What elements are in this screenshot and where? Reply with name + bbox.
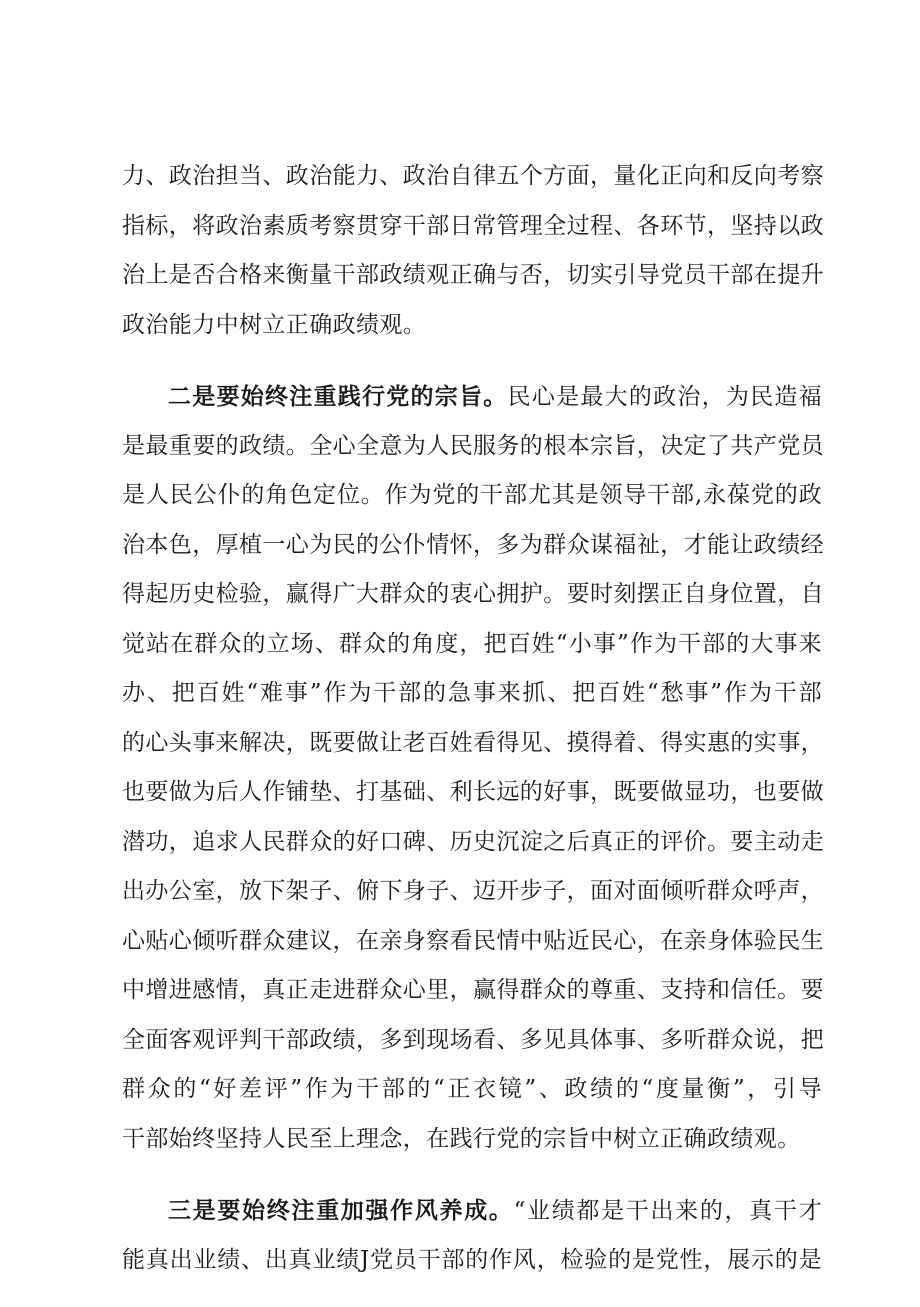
text-line: 得起历史检验，赢得广大群众的衷心拥护。要时刻摆正自身位置，自 — [122, 581, 824, 607]
paragraph-continuation — [122, 152, 822, 350]
text-line: 出办公室，放下架子、俯下身子、迈开步子，面对面倾听群众呼声， — [122, 878, 824, 904]
text-line: 治本色，厚植一心为民的公仆情怀，多为群众谋福祉，才能让政绩经 — [122, 531, 824, 558]
text-line: 觉站在群众的立场、群众的角度，把百姓“小事”作为干部的大事来 — [122, 630, 822, 657]
text-line: 办、把百姓“难事”作为干部的急事来抓、把百姓“愁事”作为干部 — [122, 680, 822, 706]
text-line: 干部始终坚持人民至上理念，在践行党的宗旨中树立正确政绩观。 — [122, 1125, 801, 1152]
text-line: 中增进感情，真正走进群众心里，赢得群众的尊重、支持和信任。要 — [122, 977, 824, 1003]
paragraph-first-line — [122, 1186, 822, 1236]
text-line: 群众的“好差评”作为干部的“正衣镜”、政绩的“度量衡”，引导 — [122, 1076, 822, 1102]
text-line: 是人民公仆的角色定位。作为党的干部尤其是领导干部,永葆党的政 — [122, 482, 822, 508]
text-line: 全面客观评判干部政绩，多到现场看、多见具体事、多听群众说，把 — [122, 1026, 824, 1053]
text-run: 民心是最大的政治，为民造福 — [507, 384, 823, 410]
text-line: 指标，将政治素质考察贯穿干部日常管理全过程、各环节，坚持以政 — [122, 212, 824, 239]
text-line: 力、政治担当、政治能力、政治自律五个方面，量化正向和反向考察 — [122, 163, 824, 189]
text-run: “业绩都是干出来的，真干才 — [513, 1198, 822, 1224]
text-line: 也要做为后人作铺垫、打基础、利长远的好事，既要做显功，也要做 — [122, 779, 824, 805]
paragraph-first-line — [122, 372, 822, 422]
text-line: 能真出业绩、出真业绩J党员干部的作风，检验的是党性，展示的是 — [122, 1246, 822, 1273]
paragraph-party-purpose — [122, 372, 822, 1164]
paragraph-heading: 三是要始终注重加强作风养成。 — [168, 1197, 514, 1224]
text-line: 是最重要的政绩。全心全意为人民服务的根本宗旨，决定了共产党员 — [122, 432, 824, 459]
document-body — [122, 152, 822, 1307]
paragraph-work-style — [122, 1186, 822, 1285]
text-line: 潜功，追求人民群众的好口碑、历史沉淀之后真正的评价。要主动走 — [122, 828, 824, 855]
text-line: 治上是否合格来衡量干部政绩观正确与否，切实引导党员干部在提升 — [122, 262, 824, 288]
paragraph-heading: 二是要始终注重践行党的宗旨。 — [168, 383, 508, 410]
text-line: 的心头事来解决，既要做让老百姓看得见、摸得着、得实惠的实事， — [122, 729, 824, 756]
text-line: 政治能力中树立正确政绩观。 — [122, 311, 427, 338]
text-line: 心贴心倾听群众建议，在亲身察看民情中贴近民心，在亲身体验民生 — [122, 927, 824, 954]
